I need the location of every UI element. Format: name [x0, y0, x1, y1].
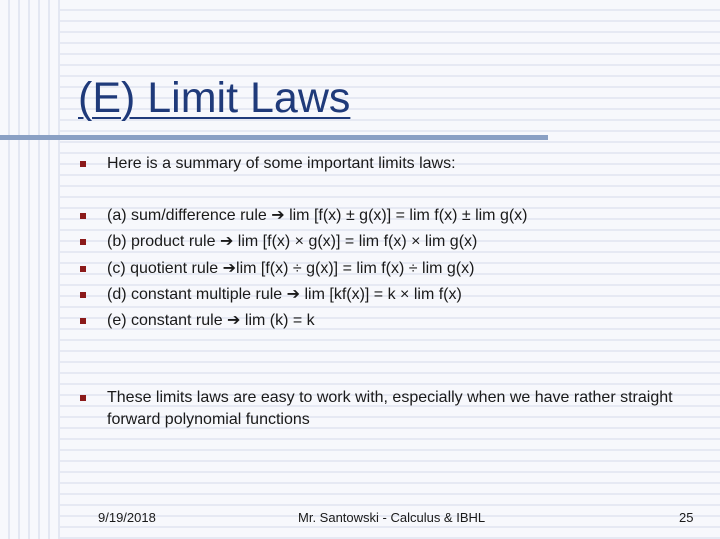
- slide-title: (E) Limit Laws: [78, 74, 351, 122]
- square-bullet-icon: [80, 213, 86, 219]
- bullet-text: (d) constant multiple rule ➔ lim [kf(x)] = k × lim f(x): [107, 286, 462, 303]
- square-bullet-icon: [80, 318, 86, 324]
- bullet-text: (e) constant rule ➔ lim (k) = k: [107, 312, 315, 329]
- bullet-text: (b) product rule ➔ lim [f(x) × g(x)] = lim f(x) × lim g(x): [107, 233, 478, 250]
- title-divider: [0, 135, 548, 140]
- footer-author: Mr. Santowski - Calculus & IBHL: [298, 510, 486, 525]
- bullet-text: These limits laws are easy to work with, especially when we have rather straight forward polynomial functions: [107, 389, 673, 428]
- square-bullet-icon: [80, 266, 86, 272]
- footer-page-number: 25: [679, 510, 694, 525]
- square-bullet-icon: [80, 292, 86, 298]
- bullet-text: Here is a summary of some important limits laws:: [107, 155, 456, 172]
- square-bullet-icon: [80, 161, 86, 167]
- footer-date: 9/19/2018: [98, 510, 156, 525]
- square-bullet-icon: [80, 239, 86, 245]
- bullet-text: (c) quotient rule ➔lim [f(x) ÷ g(x)] = lim f(x) ÷ lim g(x): [107, 260, 475, 277]
- square-bullet-icon: [80, 395, 86, 401]
- background-stripe: [0, 0, 60, 539]
- bullet-text: (a) sum/difference rule ➔ lim [f(x) ± g(x)] = lim f(x) ± lim g(x): [107, 207, 528, 224]
